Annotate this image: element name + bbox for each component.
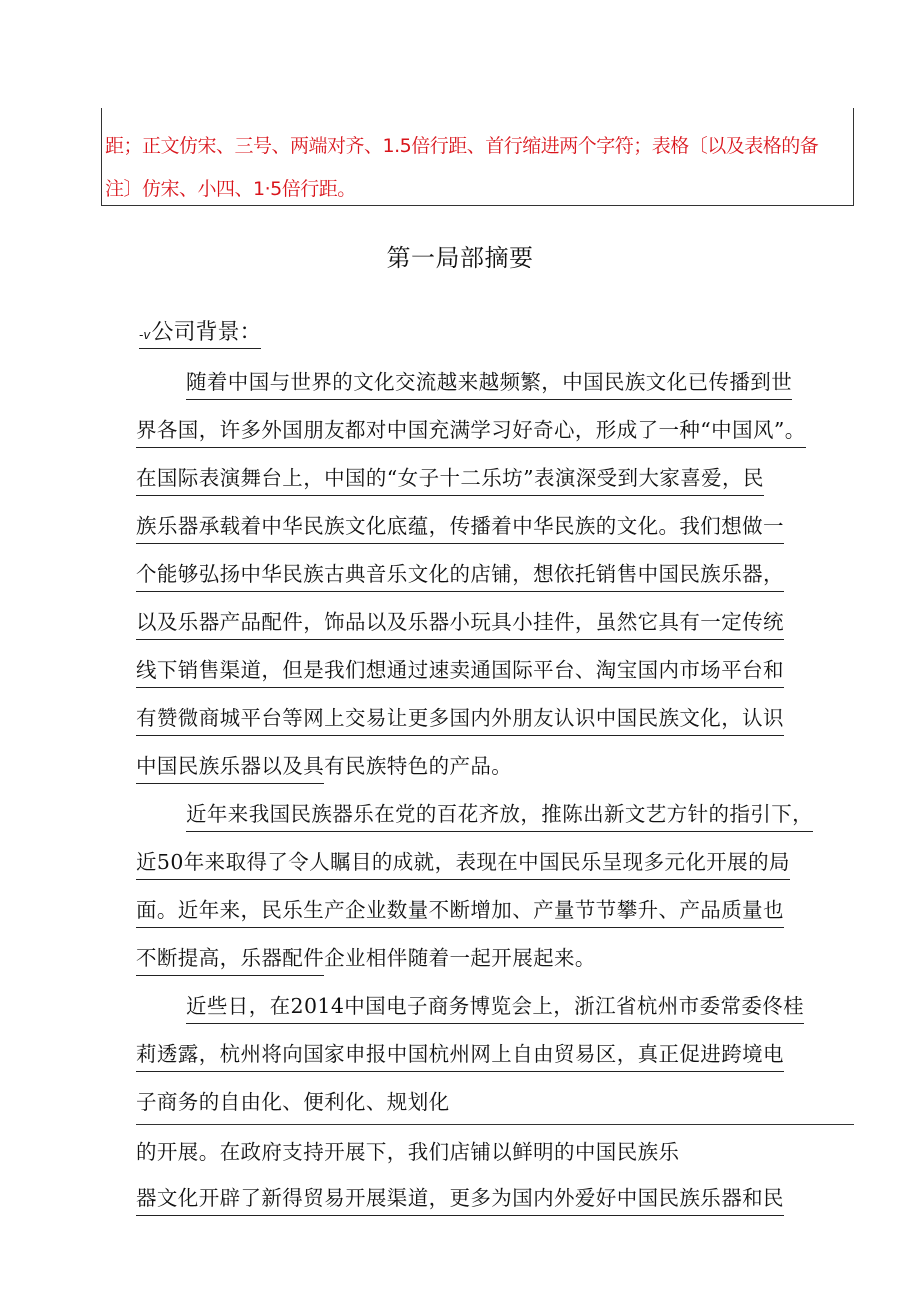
paragraph-3-line-3: 子商务的自由化、便利化、规划化 bbox=[136, 1090, 450, 1114]
divider-rule bbox=[136, 1124, 854, 1125]
paragraph-2-line-2: 近50年来取得了令人瞩目的成就，表现在中国民乐呈现多元化开展的局 bbox=[136, 852, 790, 873]
company-background-heading bbox=[139, 315, 261, 349]
paragraph-2-line-4: 不断提高，乐器配件企业相伴随着一起开展起来。 bbox=[136, 948, 596, 969]
paragraph-1-line-6: 以及乐器产品配件，饰品以及乐器小玩具小挂件，虽然它具有一定传统 bbox=[136, 612, 784, 633]
paragraph-1-line-3: 在国际表演舞台上，中国的“女子十二乐坊”表演深受到大家喜爱，民 bbox=[136, 468, 764, 489]
paragraph-1-line-4: 族乐器承载着中华民族文化底蕴，传播着中华民族的文化。我们想做一 bbox=[136, 516, 784, 537]
paragraph-3-line-4: 的开展。在政府支持开展下，我们店铺以鲜明的中国民族乐 bbox=[136, 1140, 680, 1164]
paragraph-1-line-2: 界各国，许多外国朋友都对中国充满学习好奇心，形成了一种“中国风”。 bbox=[136, 420, 806, 441]
paragraph-2-line-1: 近年来我国民族器乐在党的百花齐放，推陈出新文艺方针的指引下， bbox=[186, 804, 813, 825]
paragraph-3-line-1: 近些日，在2014中国电子商务博览会上，浙江省杭州市委常委佟桂 bbox=[186, 996, 804, 1017]
paragraph-1-line-1: 随着中国与世界的文化交流越来越频繁，中国民族文化已传播到世 bbox=[186, 372, 792, 393]
paragraph-1-line-8: 有赞微商城平台等网上交易让更多国内外朋友认识中国民族文化，认识 bbox=[136, 708, 784, 729]
section-title: 第一局部摘要 bbox=[386, 244, 534, 272]
notice-line-2: 注〕仿宋、小四、1·5倍行距。 bbox=[105, 178, 356, 200]
paragraph-1-line-9: 中国民族乐器以及具有民族特色的产品。 bbox=[136, 756, 512, 777]
paragraph-3-line-5: 器文化开辟了新得贸易开展渠道，更多为国内外爱好中国民族乐器和民 bbox=[136, 1188, 784, 1209]
formatting-notice-box bbox=[101, 108, 854, 206]
paragraph-1-line-7: 线下销售渠道，但是我们想通过速卖通国际平台、淘宝国内市场平台和 bbox=[136, 660, 784, 681]
company-background-label: 公司背景： bbox=[151, 320, 262, 345]
paragraph-1-line-5: 个能够弘扬中华民族古典音乐文化的店铺，想依托销售中国民族乐器， bbox=[136, 564, 784, 585]
bullet-mark: -v bbox=[139, 328, 151, 342]
notice-line-1: 距；正文仿宋、三号、两端对齐、1.5倍行距、首行缩进两个字符；表格〔以及表格的备 bbox=[105, 135, 819, 157]
paragraph-2-line-3: 面。近年来，民乐生产企业数量不断增加、产量节节攀升、产品质量也 bbox=[136, 900, 784, 921]
paragraph-3-line-2: 莉透露，杭州将向国家申报中国杭州网上自由贸易区，真正促进跨境电 bbox=[136, 1044, 784, 1065]
